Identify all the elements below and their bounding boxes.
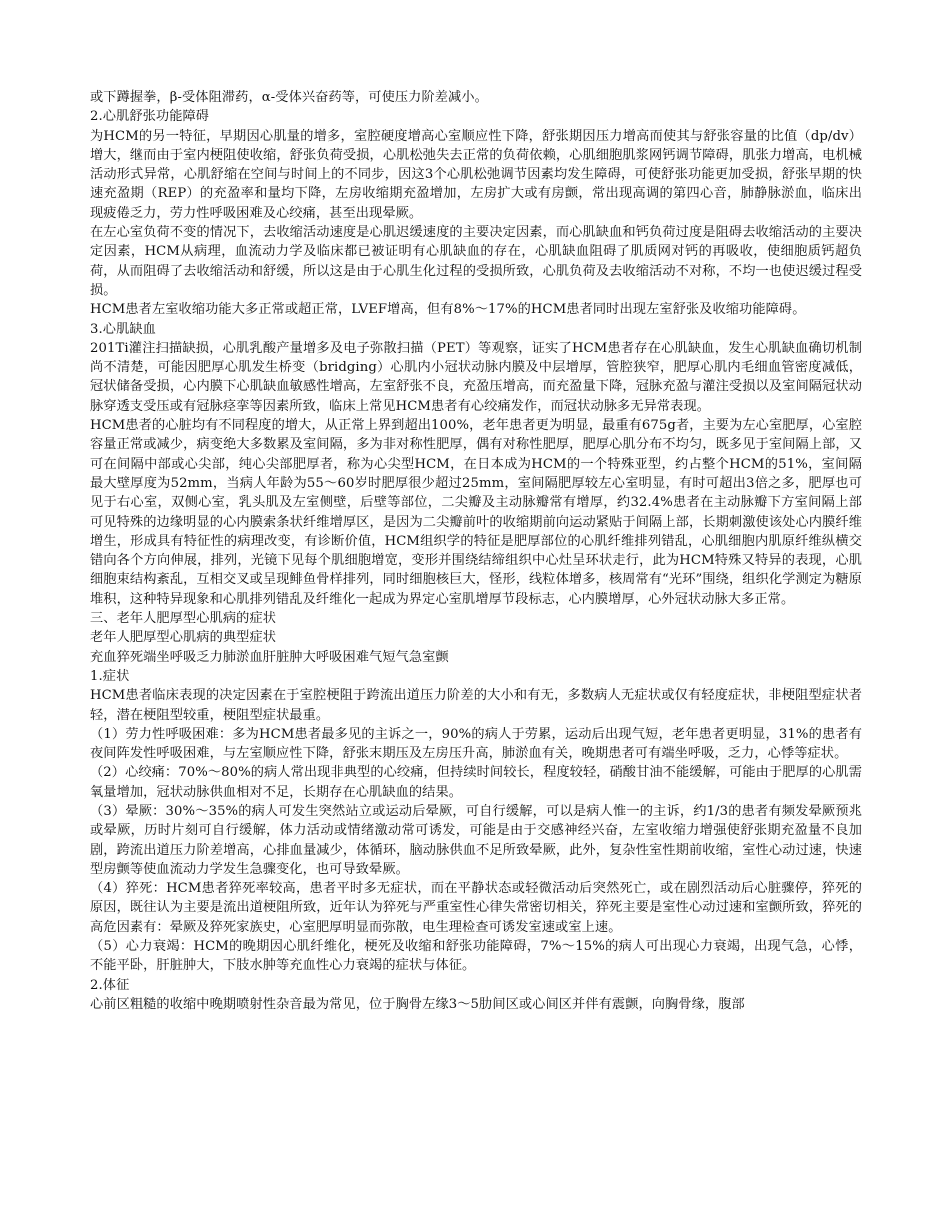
symptom-item: （3）晕厥：30%～35%的病人可发生突然站立或运动后晕厥，可自行缓解，可以是病人惟一的主诉，约1/3的患者有频发晕厥预兆或晕厥，历时片刻可自行缓解，体力活动或情绪激动常可诱发，可能是由于交感神经兴奋，左室收缩力增强使舒张期充盈量不良加剧，跨流出道压力阶差增高，心排血量减少，体循环，脑动脉供血不足所致晕厥，此外，复杂性室性期前收缩，室性心动过速，快速型房颤等使血流动力学发生急骤变化，也可导致晕厥。	[90, 803, 862, 877]
paragraph: HCM患者的心脏均有不同程度的增大，从正常上界到超出100%，老年患者更为明显，最重有675g者，主要为左心室肥厚，心室腔容量正常或减少，病变绝大多数累及室间隔，多为非对称性肥厚，偶有对称性肥厚，肥厚心肌分布不均匀，既多见于室间隔上部，又可在间隔中部或心尖部，纯心尖部肥厚者，称为心尖型HCM，在日本成为HCM的一个特殊亚型，约占整个HCM的51%，室间隔最大壁厚度为52mm，当病人年龄为55～60岁时肥厚很少超过25mm，室间隔肥厚较左心室明显，有时可超出3倍之多，肥厚也可见于右心室，双侧心室，乳头肌及左室侧壁，后壁等部位，二尖瓣及主动脉瓣常有增厚，约32.4%患者在主动脉瓣下方室间隔上部可见特殊的边缘明显的心内膜索条状纤维增厚区，是因为二尖瓣前叶的收缩期前向运动紧贴于间隔上部，长期刺激使该处心内膜纤维增生，形成具有特征性的病理改变，有诊断价值，HCM组织学的特征是肥厚部位的心肌纤维排列错乱，心肌细胞内肌原纤维纵横交错向各个方向伸展，排列，光镜下见每个肌细胞增宽，变形并围绕结缔组织中心灶呈环状走行，此为HCM特殊又特异的表现，心肌细胞束结构紊乱，互相交叉或呈现鲱鱼骨样排列，同时细胞核巨大，怪形，线粒体增多，核周常有“光环”围绕，组织化学测定为糖原堆积，这种特异现象和心肌排列错乱及纤维化一起成为界定心室肌增厚节段标志，心内膜增厚，心外冠状动脉大多正常。	[90, 418, 862, 607]
paragraph: HCM患者临床表现的决定因素在于室腔梗阻于跨流出道压力阶差的大小和有无，多数病人无症状或仅有轻度症状，非梗阻型症状者轻，潜在梗阻型较重，梗阻型症状最重。	[90, 688, 862, 723]
symptom-item: （2）心绞痛：70%～80%的病人常出现非典型的心绞痛，但持续时间较长，程度较轻，硝酸甘油不能缓解，可能由于肥厚的心肌需氧量增加，冠状动脉供血相对不足，长期存在心肌缺血的结果。	[90, 765, 862, 800]
paragraph: 为HCM的另一特征，早期因心肌量的增多，室腔硬度增高心室顺应性下降，舒张期因压力增高而使其与舒张容量的比值（dp/dv）增大，继而由于室内梗阻使收缩，舒张负荷受损，心肌松弛失去正常的负荷依赖，心肌细胞肌浆网钙调节障碍，肌张力增高，电机械活动形式异常，心肌舒缩在空间与时间上的不同步，因这3个心肌松弛调节因素均发生障碍，可使舒张功能更加受损，舒张早期的快速充盈期（REP）的充盈率和量均下降，左房收缩期充盈增加，左房扩大或有房颤，常出现高调的第四心音，肺静脉淤血，临床出现疲倦乏力，劳力性呼吸困难及心绞痛，甚至出现晕厥。	[90, 128, 862, 221]
paragraph-truncated: 心前区粗糙的收缩中晚期喷射性杂音最为常见，位于胸骨左缘3～5肋间区或心间区并伴有震颤，向胸骨缘，腹部	[90, 996, 745, 1012]
paragraph: 在左心室负荷不变的情况下，去收缩活动速度是心肌迟缓速度的主要决定因素，而心肌缺血和钙负荷过度是阻碍去收缩活动的主要决定因素，HCM从病理，血流动力学及临床都已被证明有心肌缺血的存在，心肌缺血阻碍了肌质网对钙的再吸收，使细胞质钙超负荷，从而阻碍了去收缩活动和舒缓，所以这是由于心肌生化过程的受损所致，心肌负荷及去收缩活动不对称，不均一也使迟缓过程受损。	[90, 225, 862, 298]
section-heading-myocardial-ischemia: 3.心肌缺血	[90, 321, 156, 337]
subheading-typical-symptoms: 老年人肥厚型心肌病的典型症状	[90, 630, 277, 646]
symptom-item: （5）心力衰竭：HCM的晚期因心肌纤维化，梗死及收缩和舒张功能障碍，7%～15%的病人可出现心力衰竭，出现气急，心悸，不能平卧，肝脏肿大，下肢水肿等充血性心力衰竭的症状与体征。	[90, 939, 862, 974]
document-body	[90, 88, 862, 1014]
symptom-item: （1）劳力性呼吸困难：多为HCM患者最多见的主诉之一，90%的病人于劳累，运动后出现气短，老年患者更明显，31%的患者有夜间阵发性呼吸困难，与左室顺应性下降，舒张末期压及左房压升高，肺淤血有关，晚期患者可有端坐呼吸，乏力，心悸等症状。	[90, 726, 862, 762]
section-heading-signs: 2.体征	[90, 977, 130, 993]
section-heading-diastolic-dysfunction: 2.心肌舒张功能障碍	[90, 109, 210, 125]
section-heading-symptom: 1.症状	[90, 668, 130, 684]
paragraph: 201Ti灌注扫描缺损，心肌乳酸产量增多及电子弥散扫描（PET）等观察，证实了HCM患者存在心肌缺血，发生心肌缺血确切机制尚不清楚，可能因肥厚心肌发生桥变（bridging）心肌内小冠状动脉内膜及中层增厚，管腔狭窄，肥厚心肌内毛细血管密度减低，冠状储备受损，心内膜下心肌缺血敏感性增高，左室舒张不良，充盈压增高，而充盈量下降，冠脉充盈与灌注受损以及室间隔冠状动脉穿透支受压或有冠脉痉挛等因素所致，临床上常见HCM患者有心绞痛发作，而冠状动脉多无异常表现。	[90, 340, 862, 414]
paragraph-continuation: 或下蹲握拳，β-受体阻滞药，α-受体兴奋药等，可使压力阶差减小。	[90, 90, 488, 105]
symptom-keywords: 充血猝死端坐呼吸乏力肺淤血肝脏肿大呼吸困难气短气急室颤	[90, 649, 449, 665]
symptom-item: （4）猝死：HCM患者猝死率较高，患者平时多无症状，而在平静状态或轻微活动后突然死亡，或在剧烈活动后心脏骤停，猝死的原因，既往认为主要是流出道梗阻所致，近年认为猝死与严重室性心律失常密切相关，猝死主要是室性心动过速和室颤所致，猝死的高危因素有：晕厥及猝死家族史，心室肥厚明显而弥散，电生理检查可诱发室速或室上速。	[90, 881, 862, 935]
paragraph: HCM患者左室收缩功能大多正常或超正常，LVEF增高，但有8%～17%的HCM患者同时出现左室舒张及收缩功能障碍。	[90, 302, 806, 318]
section-heading-symptoms: 三、老年人肥厚型心肌病的症状	[90, 611, 277, 627]
